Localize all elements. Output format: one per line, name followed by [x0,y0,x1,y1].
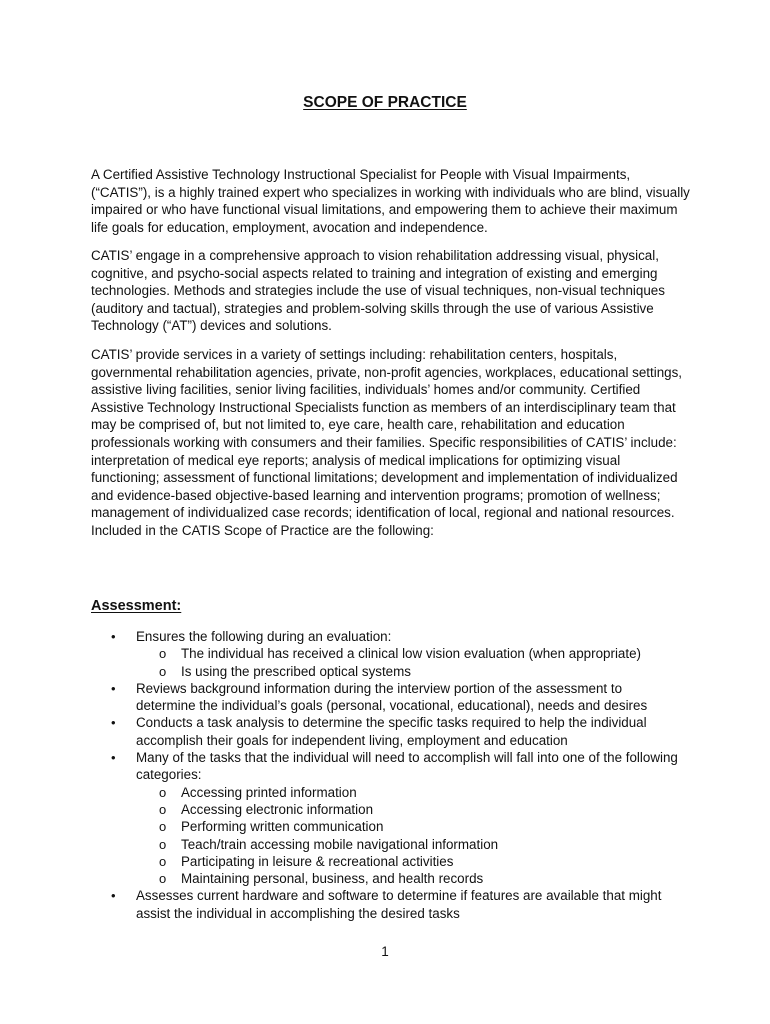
document-title: SCOPE OF PRACTICE [303,94,467,111]
sub-list-item-text: The individual has received a clinical low vision evaluation (when appropriate) [181,646,641,662]
list-item-text: Many of the tasks that the individual will need to accomplish will fall into one of the following categories: [136,750,678,783]
sub-list-item [0,818,701,835]
sub-list-item [0,645,701,662]
sub-bullet-icon: o [159,836,167,852]
section-heading-assessment: Assessment: [91,598,182,614]
page-number: 1 [381,944,389,959]
paragraph-intro: A Certified Assistive Technology Instructional Specialist for People with Visual Impairments, (“CATIS”), is a highly trained expert who specializes in working with individuals who are blind, visually impaired or who have functional visual limitations, and empowering them to achieve their maximum life goals for education, employment, avocation and independence. [91,167,690,235]
sub-list-item-text: Teach/train accessing mobile navigational information [181,836,499,852]
list-item-text: Reviews background information during the interview portion of the assessment to determine the individual’s goals (personal, vocational, educational), needs and desires [136,680,648,714]
sub-list-item [0,836,701,853]
assessment-list [0,628,770,922]
sub-bullet-icon: o [159,646,167,662]
sub-bullet-icon: o [159,819,167,835]
bullet-icon: • [111,888,116,904]
sub-list-item [0,853,701,870]
sub-list-item-text: Is using the prescribed optical systems [181,663,411,679]
sub-list-item-text: Participating in leisure & recreational activities [181,853,454,869]
list-item [0,714,681,749]
sub-bullet-icon: o [159,871,167,887]
list-item [0,887,681,922]
bullet-icon: • [111,715,116,731]
sub-list-item [0,870,701,887]
bullet-icon: • [111,629,116,644]
sub-bullet-icon: o [159,784,167,800]
sub-bullet-icon: o [159,801,167,817]
list-item-text: Assesses current hardware and software to determine if features are available that might assist the individual in accomplishing the desired tasks [136,888,662,921]
bullet-icon: • [111,750,116,766]
bullet-icon: • [111,680,116,696]
sub-list-item-text: Maintaining personal, business, and health records [181,871,484,887]
sub-list-item [0,784,701,801]
list-item [0,749,681,784]
sub-list-item [0,663,701,680]
list-item-text: Conducts a task analysis to determine the specific tasks required to help the individual accomplish their goals for independent living, employment and education [136,715,647,748]
paragraph-approach: CATIS’ engage in a comprehensive approach to vision rehabilitation addressing visual, physical, cognitive, and psycho-social aspects related to training and integration of existing and emerging technologies. Methods and strategies include the use of visual techniques, non-visual techniques (auditory and tactual), strategies and problem-solving skills through the use of various Assistive Technology (“AT”) devices and solutions. [91,248,665,334]
list-item-text: Ensures the following during an evaluation: [136,629,392,644]
sub-list-item [0,801,701,818]
list-item [0,628,681,645]
sub-list-item-text: Accessing printed information [181,784,357,800]
paragraph-settings: CATIS’ provide services in a variety of settings including: rehabilitation centers, hospitals, governmental rehabilitation agencies, private, non-profit agencies, workplaces, educational settings, assistive living facilities, senior living facilities, individuals’ homes and/or community. Certified Assistive Technology Instructional Specialists function as members of an interdisciplinary team that may be comprised of, but not limited to, eye care, health care, rehabilitation and education professionals working with consumers and their families. Specific responsibilities of CATIS’ include: interpretation of medical eye reports; analysis of medical implications for optimizing visual functioning; assessment of functional limitations; development and implementation of individualized and evidence-based objective-based learning and intervention programs; promotion of wellness; management of individualized case records; identification of local, regional and national resources. Included in the CATIS Scope of Practice are the following: [91,347,683,538]
sub-list-item-text: Accessing electronic information [181,801,374,817]
list-item [0,680,681,715]
sub-bullet-icon: o [159,853,167,869]
sub-list-item-text: Performing written communication [181,819,384,835]
sub-bullet-icon: o [159,663,167,679]
